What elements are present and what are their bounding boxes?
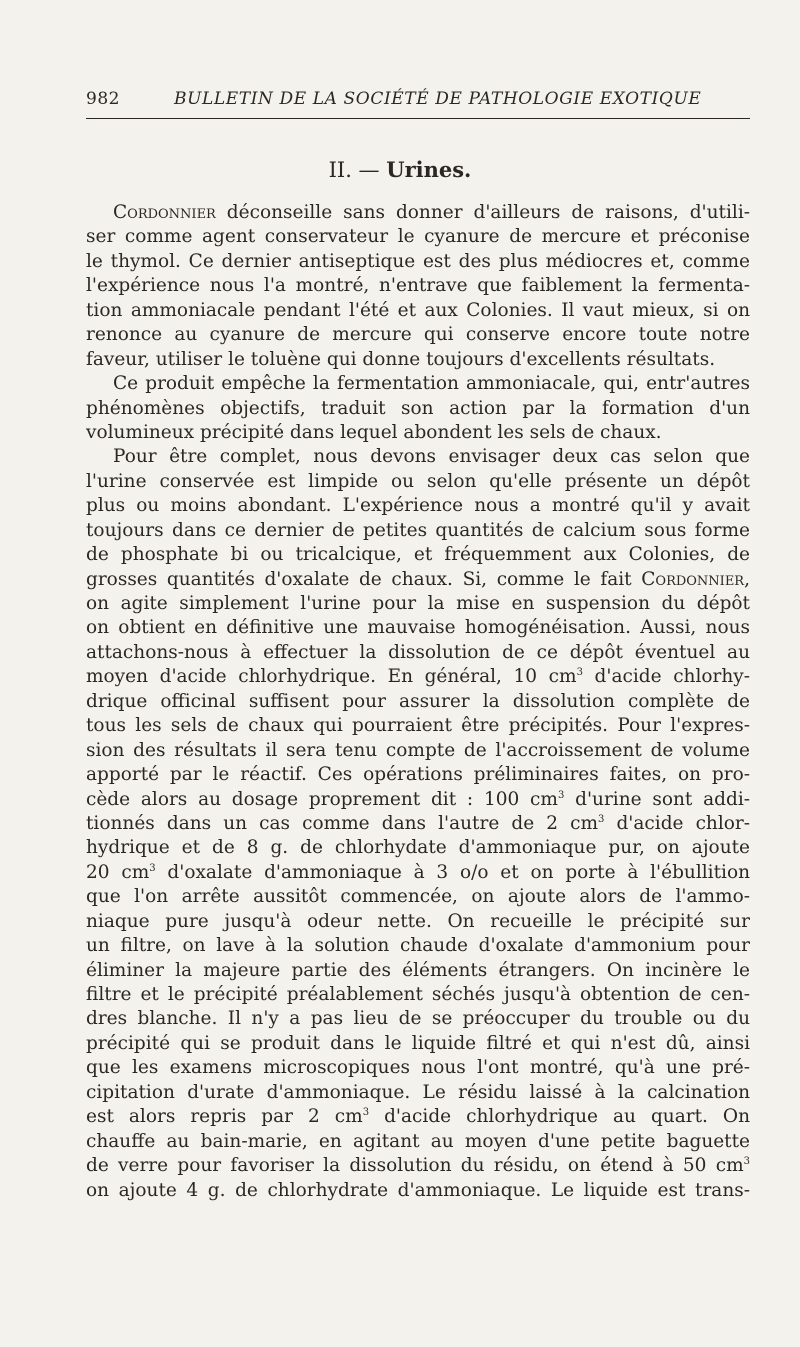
text-line: un filtre, on lave à la solution chaude d'oxalate d'ammonium pour xyxy=(86,935,750,957)
text-line: Ce produit empêche la fermentation ammoniacale, qui, entr'autres xyxy=(113,373,750,395)
text-line: 20 $cm^3$ d'oxalate d'ammoniaque à 3 o/o et on porte à l'ébullition xyxy=(86,861,750,883)
text-line: grosses quantités d'oxalate de chaux. Si, comme le fait Cordonnier, xyxy=(86,568,750,590)
text-line: chauffe au bain-marie, en agitant au moyen d'une petite baguette xyxy=(86,1130,750,1152)
text-line: ser comme agent conservateur le cyanure de mercure et préconise xyxy=(86,226,750,248)
text-line: renonce au cyanure de mercure qui conserve encore toute notre xyxy=(86,324,750,346)
text-line: plus ou moins abondant. L'expérience nous a montré qu'il y avait xyxy=(86,495,750,517)
text-line: tous les sels de chaux qui pourraient être précipités. Pour l'expres- xyxy=(86,715,750,737)
text-line: tion ammoniacale pendant l'été et aux Colonies. Il vaut mieux, si on xyxy=(86,299,750,321)
text-line: moyen d'acide chlorhydrique. En général, 10 $cm^3$ d'acide chlorhy- xyxy=(86,666,750,688)
text-line: l'expérience nous l'a montré, n'entrave que faiblement la fermenta- xyxy=(86,275,750,297)
text-line: que l'on arrête aussitôt commencée, on ajoute alors de l'ammo- xyxy=(86,886,750,908)
text-line: niaque pure jusqu'à odeur nette. On recueille le précipité sur xyxy=(86,910,750,932)
text-line: cipitation d'urate d'ammoniaque. Le résidu laissé à la calcination xyxy=(86,1081,750,1103)
text-line: l'urine conservée est limpide ou selon qu'elle présente un dépôt xyxy=(86,470,750,492)
text-line: tionnés dans un cas comme dans l'autre de 2 $cm^3$ d'acide chlor- xyxy=(86,812,750,834)
section-heading xyxy=(0,157,800,183)
text-line: dres blanche. Il n'y a pas lieu de se préoccuper du trouble ou du xyxy=(86,1008,750,1030)
text-line: éliminer la majeure partie des éléments étrangers. On incinère le xyxy=(86,959,750,981)
text-line: hydrique et de 8 g. de chlorhydate d'ammoniaque pur, on ajoute xyxy=(86,837,750,859)
text-line: apporté par le réactif. Ces opérations préliminaires faites, on pro- xyxy=(86,764,750,786)
text-line: faveur, utiliser le toluène qui donne toujours d'excellents résultats. xyxy=(86,348,716,370)
page-number: 982 xyxy=(86,89,120,109)
text-line: sion des résultats il sera tenu compte de l'accroissement de volume xyxy=(86,739,750,761)
text-line: filtre et le précipité préalablement séchés jusqu'à obtention de cen- xyxy=(86,984,750,1005)
text-line: phénomènes objectifs, traduit son action par la formation d'un xyxy=(86,397,750,419)
text-line: de verre pour favoriser la dissolution du résidu, on étend à 50 $cm^3$ xyxy=(86,1155,750,1177)
text-line: on ajoute 4 g. de chlorhydrate d'ammoniaque. Le liquide est trans- xyxy=(86,1179,750,1201)
text-line: que les examens microscopiques nous l'ont montré, qu'à une pré- xyxy=(86,1057,750,1079)
text-line: le thymol. Ce dernier antiseptique est des plus médiocres et, comme xyxy=(86,250,750,272)
section-number: II. — xyxy=(328,158,380,182)
text-line: attachons-nous à effectuer la dissolution de ce dépôt éventuel au xyxy=(86,641,750,663)
text-line: on obtient en définitive une mauvaise homogénéisation. Aussi, nous xyxy=(86,617,750,639)
text-line: toujours dans ce dernier de petites quantités de calcium sous forme xyxy=(86,519,750,541)
author-name: Cordonnier xyxy=(113,202,216,223)
text-line: de phosphate bi ou tricalcique, et fréquemment aux Colonies, de xyxy=(86,544,750,566)
section-title: Urines. xyxy=(386,157,472,182)
text-line: Pour être complet, nous devons envisager deux cas selon que xyxy=(113,446,750,468)
author-name: Cordonnier xyxy=(641,568,745,590)
text-line: drique officinal suffisent pour assurer la dissolution complète de xyxy=(86,690,750,712)
header-rule xyxy=(86,118,750,119)
text-line: précipité qui se produit dans le liquide filtré et qui n'est dû, ainsi xyxy=(86,1032,750,1054)
text-line: est alors repris par 2 $cm^3$ d'acide chlorhydrique au quart. On xyxy=(86,1106,751,1128)
text-line: volumineux précipité dans lequel abondent les sels de chaux. xyxy=(86,421,662,443)
text-line: Cordonnier déconseille sans donner d'ailleurs de raisons, d'utili- xyxy=(113,202,750,223)
journal-title: BULLETIN DE LA SOCIÉTÉ DE PATHOLOGIE EXOTIQUE xyxy=(174,89,702,109)
body-text xyxy=(86,201,750,1203)
text-line: cède alors au dosage proprement dit : 100 $cm^3$ d'urine sont addi- xyxy=(86,788,750,810)
text-line: on agite simplement l'urine pour la mise en suspension du dépôt xyxy=(86,593,750,614)
